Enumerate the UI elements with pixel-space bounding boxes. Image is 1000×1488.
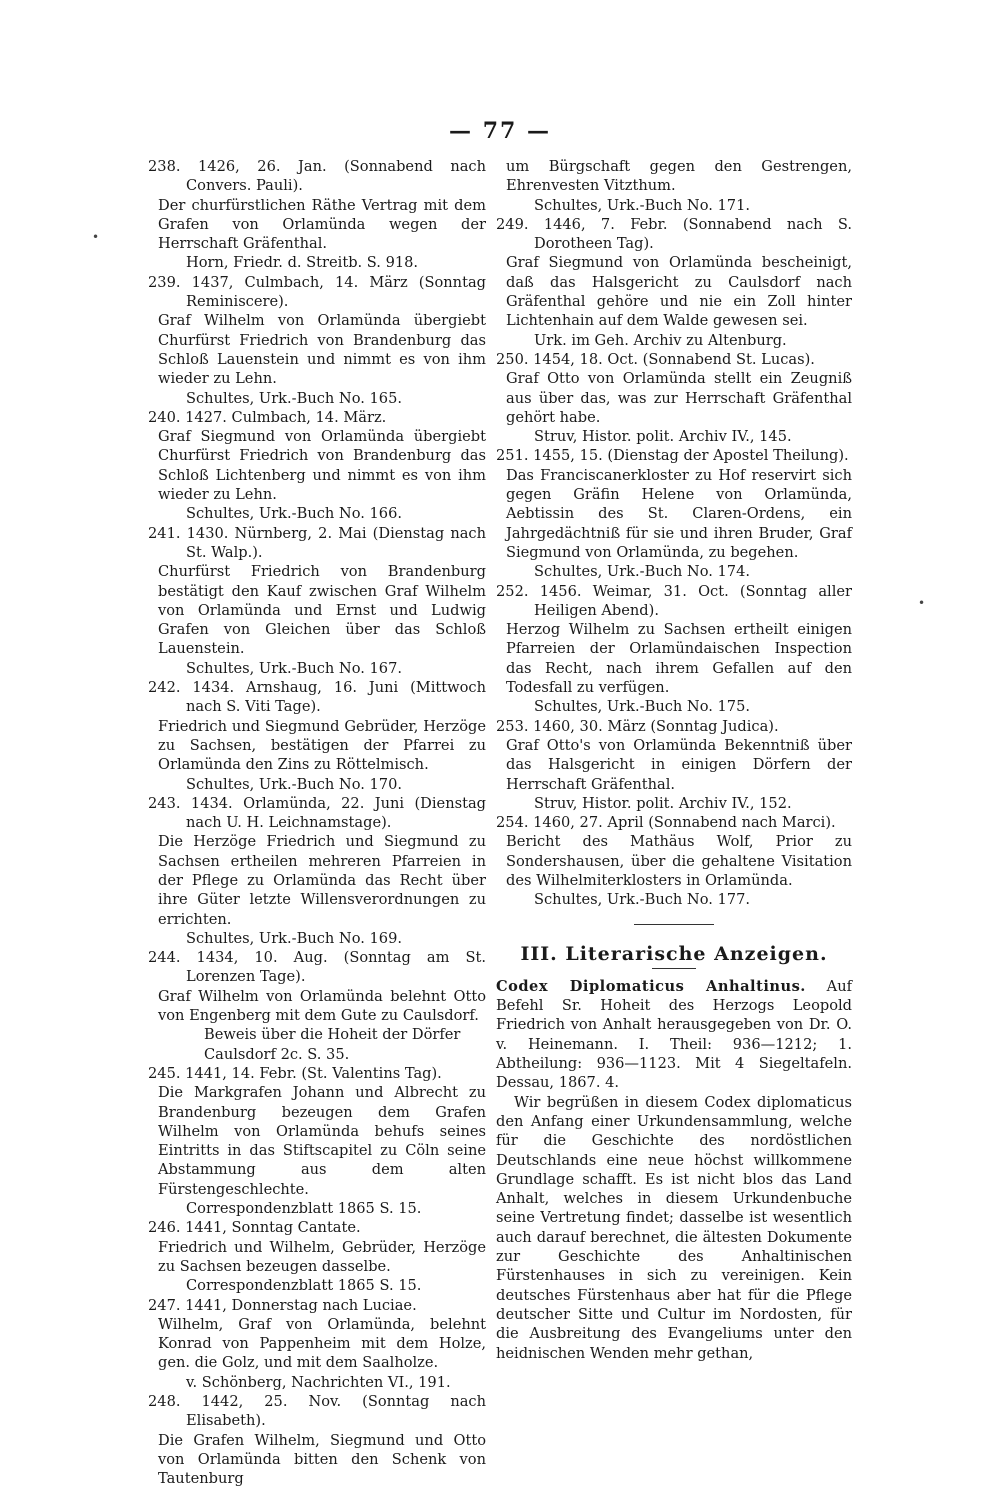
heading-underline — [652, 968, 696, 969]
entry-text: Die Grafen Wilhelm, Siegmund und Otto von Orlamünda bitten den Schenk von Tautenburg — [158, 1431, 486, 1488]
entry-text: Die Herzöge Friedrich und Siegmund zu Sachsen ertheilen mehreren Pfarreien in der Pflege zu Orlamünda das Recht über ihre Güter letzte Willensverordnungen zu errichten. — [158, 833, 486, 928]
entry-heading: 243. 1434. Orlamünda, 22. Juni (Dienstag nach U. H. Leichnamstage). — [148, 794, 486, 832]
entry-text: Graf Wilhelm von Orlamünda belehnt Otto von Engenberg mit dem Gute zu Caulsdorf. — [158, 987, 486, 1025]
entry-source: Schultes, Urk.-Buch No. 177. — [534, 891, 750, 909]
entry-text: Friedrich und Siegmund Gebrüder, Herzöge zu Sachsen, bestätigen der Pfarrei zu Orlamünda den Zins zu Röttelmisch. — [158, 717, 486, 774]
entry-heading: 242. 1434. Arnshaug, 16. Juni (Mittwoch nach S. Viti Tage). — [148, 679, 486, 716]
entry-source: Urk. im Geh. Archiv zu Altenburg. — [534, 331, 787, 349]
entry-heading: 251. 1455, 15. (Dienstag der Apostel Theilung). — [496, 447, 849, 465]
review-citation — [496, 977, 852, 1093]
section-heading: III. Literarische Anzeigen. — [520, 942, 828, 965]
entry-source: Horn, Friedr. d. Streitb. S. 918. — [186, 254, 419, 272]
entry-heading: 254. 1460, 27. April (Sonnabend nach Marci). — [496, 814, 836, 832]
entry-source: Schultes, Urk.-Buch No. 170. — [186, 775, 402, 793]
catalog-entry — [496, 215, 852, 350]
entry-text: Bericht des Mathäus Wolf, Prior zu Sondershausen, über die gehaltene Visitation des Wilhelmiterklosters in Orlamünda. — [506, 833, 852, 889]
entry-text: Graf Siegmund von Orlamünda übergiebt Churfürst Friedrich von Brandenburg das Schloß Lichtenberg und nimmt es von ihm wieder zu Lehn. — [158, 428, 486, 504]
entry-heading: 249. 1446, 7. Febr. (Sonnabend nach S. Dorotheen Tag). — [496, 215, 852, 253]
entry-heading: 244. 1434, 10. Aug. (Sonntag am St. Lorenzen Tage). — [148, 949, 486, 986]
review-paragraph: Wir begrüßen in diesem Codex diplomaticus den Anfang einer Urkundensammlung, welche für die Geschichte des nordöstlichen Deutschlands eine neue höchst willkommene Grundlage schafft. Es ist nicht blos das Land Anhalt, welches in diesem Urkundenbuche seine Vertretung findet; dasselbe ist wesentlich auch darauf berechnet, die ältesten Dokumente zur Geschichte des Anhaltinischen Fürstenhauses in sich zu vereinigen. Kein deutsches Fürstenhaus aber hat für die Pflege deutscher Sitte und Cultur im Nordosten, für die Ausbreitung des Evangeliums unter den heidnischen Wenden mehr gethan, — [496, 1093, 852, 1362]
catalog-entry — [148, 794, 486, 948]
section-divider — [634, 924, 714, 925]
catalog-entry — [148, 948, 486, 1064]
entry-heading: 238. 1426, 26. Jan. (Sonnabend nach Convers. Pauli). — [148, 158, 486, 195]
entry-heading: 247. 1441, Donnerstag nach Luciae. — [148, 1296, 417, 1314]
catalog-entry — [148, 678, 486, 794]
catalog-entry — [148, 1296, 486, 1392]
entry-source: Correspondenzblatt 1865 S. 15. — [186, 1200, 422, 1218]
entry-text: Graf Otto von Orlamünda stellt ein Zeugniß aus über das, was zur Herrschaft Gräfenthal gehört habe. — [506, 370, 852, 426]
entry-source: Beweis über die Hoheit der Dörfer Caulsdorf 2c. S. 35. — [204, 1026, 461, 1063]
catalog-entry — [148, 157, 486, 273]
margin-dot: • — [92, 230, 100, 244]
entry-source: v. Schönberg, Nachrichten VI., 191. — [186, 1373, 451, 1391]
entry-text: Friedrich und Wilhelm, Gebrüder, Herzöge zu Sachsen bezeugen dasselbe. — [158, 1238, 486, 1275]
catalog-entry — [148, 524, 486, 678]
entry-text: Graf Wilhelm von Orlamünda übergiebt Churfürst Friedrich von Brandenburg das Schloß Lauenstein und nimmt es von ihm wieder zu Lehn. — [158, 312, 486, 388]
entry-heading: 246. 1441, Sonntag Cantate. — [148, 1219, 361, 1237]
catalog-entry — [496, 717, 852, 813]
entry-text: Die Markgrafen Johann und Albrecht zu Brandenburg bezeugen dem Grafen Wilhelm von Orlamünda behufs seines Eintritts in das Stiftscapitel zu Cöln seine Abstammung aus dem alten Fürstengeschlechte. — [158, 1084, 486, 1198]
entry-source: Schultes, Urk.-Buch No. 166. — [186, 505, 402, 523]
catalog-entry — [496, 350, 852, 446]
catalog-entry — [148, 1392, 486, 1488]
catalog-entry — [148, 1064, 486, 1218]
entry-text: Graf Otto's von Orlamünda Bekenntniß über das Halsgericht in einigen Dörfern der Herrschaft Gräfenthal. — [506, 736, 852, 793]
entry-heading: 248. 1442, 25. Nov. (Sonntag nach Elisabeth). — [148, 1393, 486, 1430]
entry-source: Schultes, Urk.-Buch No. 171. — [534, 196, 750, 214]
entry-text: um Bürgschaft gegen den Gestrengen, Ehrenvesten Vitzthum. — [506, 158, 852, 195]
right-column — [496, 157, 852, 1363]
entry-heading: 253. 1460, 30. März (Sonntag Judica). — [496, 717, 779, 735]
review-title-rest: Auf Befehl Sr. Hoheit des Herzogs Leopold Friedrich von Anhalt herausgegeben von Dr. O. v. Heinemann. I. Theil: 936—1212; 1. Abtheilung: 936—1123. Mit 4 Siegeltafeln. Dessau, 1867. 4. — [496, 977, 852, 1092]
catalog-entry — [496, 582, 852, 717]
entry-text: Das Franciscanerkloster zu Hof reservirt sich gegen Gräfin Helene von Orlamünda, Aebtissin des St. Claren-Ordens, ein Jahrgedächtniß für sie und ihren Bruder, Graf Siegmund von Orlamünda, zu begehen. — [506, 466, 852, 561]
catalog-entry — [148, 1218, 486, 1295]
continued-entry — [496, 157, 852, 215]
right-entries — [496, 215, 852, 910]
page-number: — 77 — — [449, 118, 551, 144]
entry-heading: 240. 1427. Culmbach, 14. März. — [148, 408, 387, 426]
entry-heading: 252. 1456. Weimar, 31. Oct. (Sonntag aller Heiligen Abend). — [496, 582, 852, 619]
margin-dot: • — [918, 596, 926, 610]
entry-heading: 250. 1454, 18. Oct. (Sonnabend St. Lucas). — [496, 350, 815, 368]
entry-source: Schultes, Urk.-Buch No. 169. — [186, 929, 402, 947]
book-review — [496, 977, 852, 1363]
left-column — [148, 157, 486, 1488]
entry-text: Herzog Wilhelm zu Sachsen ertheilt einigen Pfarreien der Orlamündaischen Inspection das Recht, nach ihrem Gefallen auf den Todesfall zu verfügen. — [506, 621, 852, 697]
catalog-entry — [496, 446, 852, 581]
entry-source: Schultes, Urk.-Buch No. 175. — [534, 698, 750, 716]
entry-text: Wilhelm, Graf von Orlamünda, belehnt Konrad von Pappenheim mit dem Holze, gen. die Golz, und mit dem Saalholze. — [158, 1315, 486, 1372]
catalog-entry — [148, 273, 486, 408]
entry-source: Schultes, Urk.-Buch No. 167. — [186, 659, 402, 677]
review-title: Codex Diplomaticus Anhaltinus. — [496, 977, 806, 995]
entry-heading: 241. 1430. Nürnberg, 2. Mai (Dienstag nach St. Walp.). — [148, 524, 486, 561]
entry-text: Churfürst Friedrich von Brandenburg bestätigt den Kauf zwischen Graf Wilhelm von Orlamünda und Ernst und Ludwig Grafen von Gleichen über das Schloß Lauenstein. — [158, 563, 486, 658]
entry-source: Schultes, Urk.-Buch No. 174. — [534, 563, 750, 581]
entry-heading: 239. 1437, Culmbach, 14. März (Sonntag Reminiscere). — [148, 273, 486, 311]
entry-source: Correspondenzblatt 1865 S. 15. — [186, 1277, 422, 1295]
catalog-entry — [148, 408, 486, 524]
entry-source: Struv, Histor. polit. Archiv IV., 152. — [534, 794, 792, 812]
entry-text: Der churfürstlichen Räthe Vertrag mit dem Grafen von Orlamünda wegen der Herrschaft Gräfenthal. — [158, 196, 486, 253]
entry-source: Struv, Histor. polit. Archiv IV., 145. — [534, 428, 792, 446]
catalog-entry — [496, 813, 852, 909]
entry-source: Schultes, Urk.-Buch No. 165. — [186, 389, 402, 407]
entry-text: Graf Siegmund von Orlamünda bescheinigt, daß das Halsgericht zu Caulsdorf nach Gräfenthal gehöre und nie ein Zoll hinter Lichtenhain auf dem Walde gewesen sei. — [506, 254, 852, 330]
entry-heading: 245. 1441, 14. Febr. (St. Valentins Tag). — [148, 1064, 442, 1082]
